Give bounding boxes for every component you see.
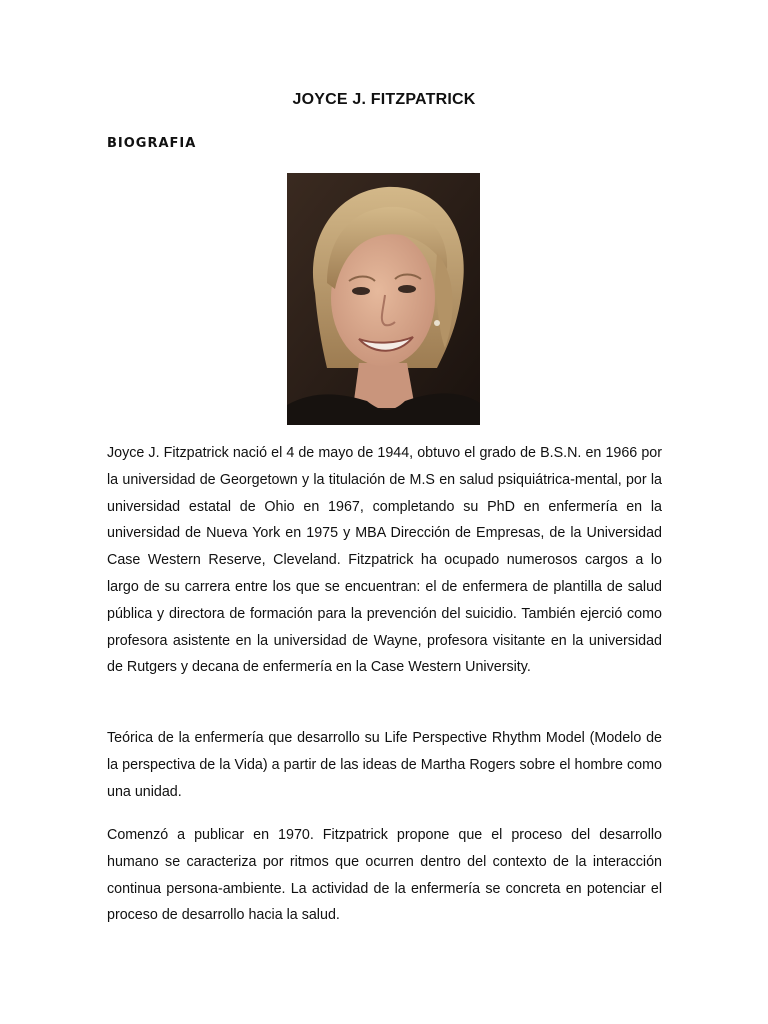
biography-paragraph-3: Comenzó a publicar en 1970. Fitzpatrick propone que el proceso del desarrollo humano se caracteriza por ritmos que ocurren dentro del contexto de la interacción continua persona-ambiente. La actividad de la enfermería se concreta en potenciar el proceso de desarrollo hacia la salud. — [107, 827, 662, 924]
page-title: JOYCE J. FITZPATRICK — [292, 91, 476, 108]
biography-paragraph-2: Teórica de la enfermería que desarrollo su Life Perspective Rhythm Model (Modelo de la perspectiva de la Vida) a partir de las ideas de Martha Rogers sobre el hombre como una unidad. — [107, 730, 662, 800]
biography-paragraph-1: Joyce J. Fitzpatrick nació el 4 de mayo de 1944, obtuvo el grado de B.S.N. en 1966 por la universidad de Georgetown y la titulación de M.S en salud psiquiátrica-mental, por la universidad estatal de Ohio en 1967, completando su PhD en enfermería en la universidad de Nueva York en 1975 y MBA Dirección de Empresas, de la Universidad Case Western Reserve, Cleveland. Fitzpatrick ha ocupado numerosos cargos a lo largo de su carrera entre los que se encuentran: el de enfermera de plantilla de salud pública y directora de formación para la prevención del suicidio. También ejerció como profesora asistente en la universidad de Wayne, profesora visitante en la universidad de Rutgers y decana de enfermería en la Case Western University. — [107, 445, 662, 676]
section-heading-biografia: BIOGRAFIA — [107, 136, 197, 151]
portrait-photo — [287, 173, 480, 425]
